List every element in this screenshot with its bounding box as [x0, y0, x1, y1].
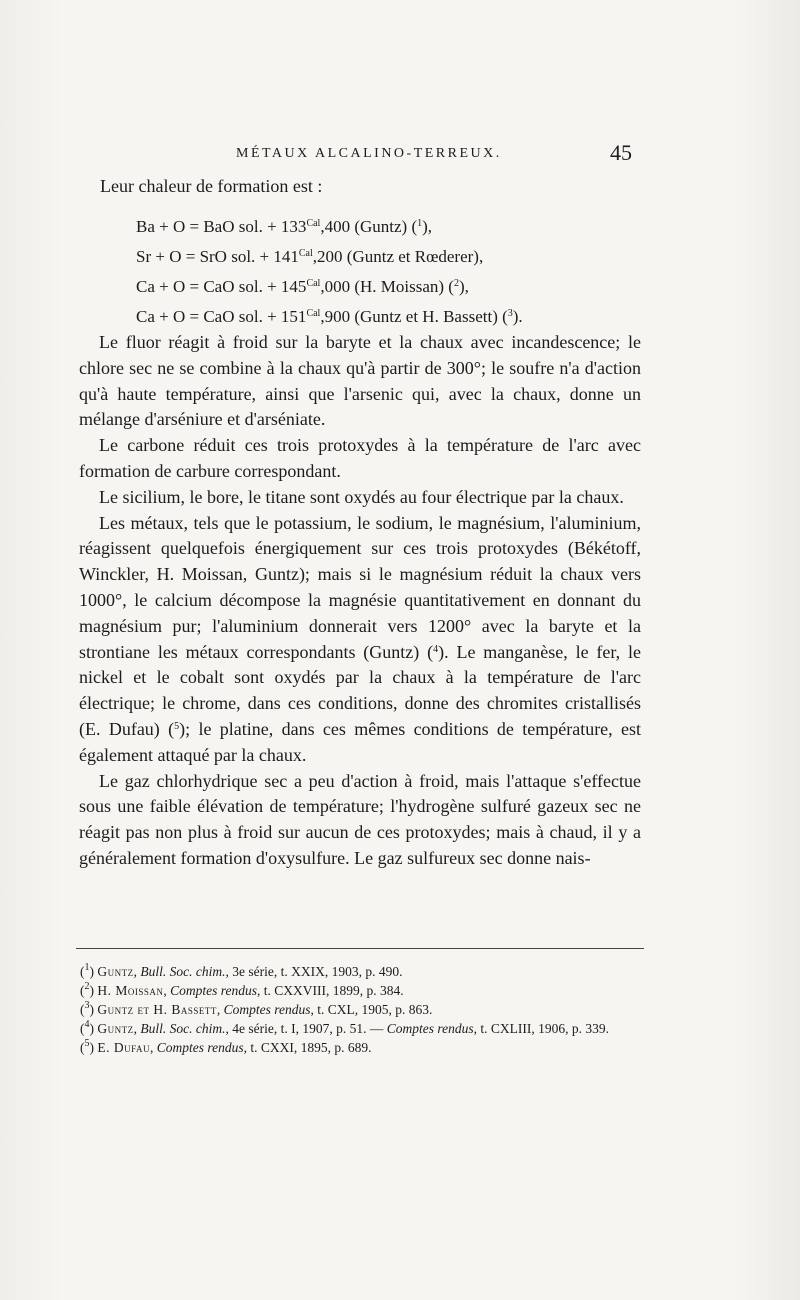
footnote: ($^4$) Guntz, Bull. Soc. chim., 4e série, t. I, 1907, p. 51. — Comptes rendus, t. CXLIII, 1906, p. 339. [80, 1019, 609, 1036]
footnote-divider [76, 948, 644, 949]
footnote: ($^5$) E. Dufau, Comptes rendus, t. CXXI, 1895, p. 689. [80, 1038, 372, 1055]
running-title: MÉTAUX ALCALINO-TERREUX. [236, 146, 502, 161]
equation: Ca + O = CaO sol. + $151^{Cal},900$ (Guntz et H. Bassett) ($^3$). [136, 307, 523, 326]
body-text [79, 330, 641, 872]
page-number: 45 [610, 140, 632, 165]
footnotes [80, 962, 640, 1057]
equation: Ca + O = CaO sol. + $145^{Cal},000$ (H. Moissan) ($^2$), [136, 277, 469, 296]
footnote-ref: 4 [433, 643, 439, 655]
equations-block [136, 212, 523, 332]
paragraph: Les métaux, tels que le potassium, le sodium, le magnésium, l'aluminium, réagissent quelquefois énergiquement sur ces trois protoxydes (Békétoff, Winckler, H. Moissan, Guntz); mais si le magnésium réduit la chaux vers 1000°, le calcium décompose la magnésie quantitativement en donnant du magnésium pur; l'aluminium donnerait vers 1200° avec la baryte et la strontiane les métaux correspondants (Guntz) ($^4$). Le manganèse, le fer, le nickel et le cobalt sont oxydés par la chaux à la température de l'arc électrique; le chrome, dans ces conditions, donne des chromites cristallisés (E. Dufau) ($^5$); le platine, dans ces mêmes conditions de température, est également attaqué par la chaux. [79, 512, 642, 765]
paragraph: Le fluor réagit à froid sur la baryte et la chaux avec incandescence; le chlore sec ne se combine à la chaux qu'à partir de 300°; le soufre n'a d'action qu'à haute température, ainsi que l'arsenic qui, avec la chaux, donne un mélange d'arséniure et d'arséniate. [79, 332, 641, 430]
equation: Ba + O = BaO sol. + $133^{Cal},400$ (Guntz) ($^1$), [136, 217, 433, 236]
intro-line: Leur chaleur de formation est : [100, 176, 323, 196]
paragraph: Le gaz chlorhydrique sec a peu d'action à froid, mais l'attaque s'effectue sous une faible élévation de température; l'hydrogène sulfuré gazeux sec ne réagit pas non plus à froid sur aucun de ces protoxydes; mais à chaud, il y a généralement formation d'oxysulfure. Le gaz sulfureux sec donne nais- [79, 770, 641, 868]
running-head [0, 140, 800, 170]
footnote: ($^3$) Guntz et H. Bassett, Comptes rendus, t. CXL, 1905, p. 863. [80, 1000, 433, 1017]
footnote: ($^1$) Guntz, Bull. Soc. chim., 3e série, t. XXIX, 1903, p. 490. [80, 962, 403, 979]
paragraph: Le sicilium, le bore, le titane sont oxydés au four électrique par la chaux. [99, 486, 624, 507]
footnote-ref: 5 [174, 720, 180, 732]
equation: Sr + O = SrO sol. + $141^{Cal},200$ (Guntz et Rœderer), [136, 247, 484, 266]
paragraph: Le carbone réduit ces trois protoxydes à la température de l'arc avec formation de carbure correspondant. [79, 435, 641, 481]
footnote: ($^2$) H. Moissan, Comptes rendus, t. CXXVIII, 1899, p. 384. [80, 981, 404, 998]
